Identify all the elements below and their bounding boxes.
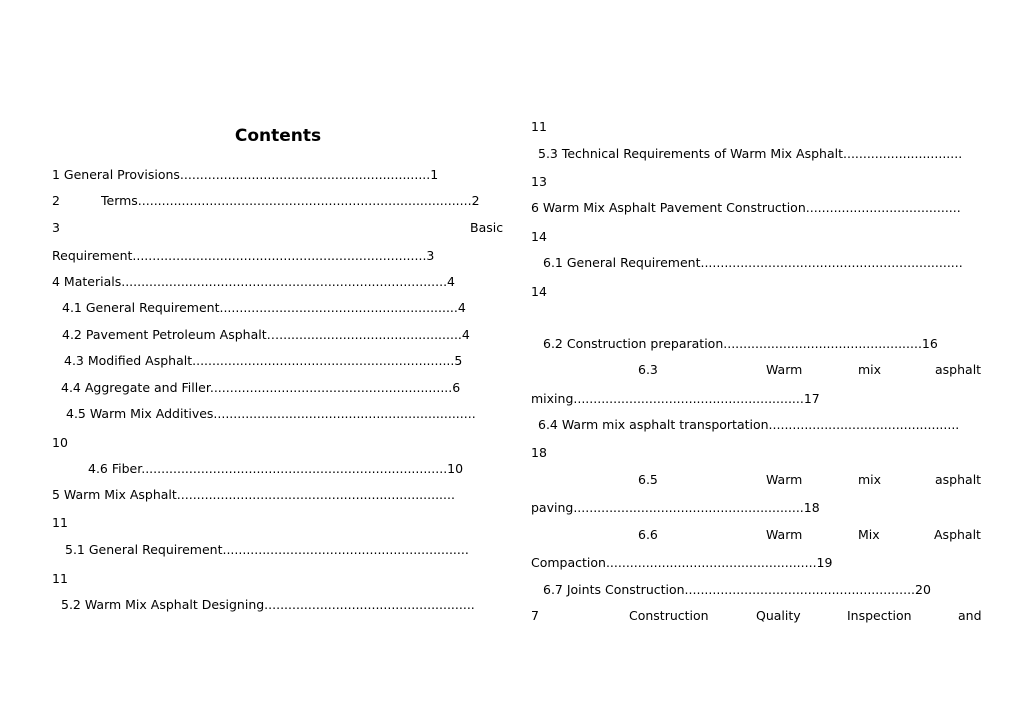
toc-entry-6-1-page: 14 [531,284,547,299]
toc-entry-7-number: 7 [531,608,539,623]
toc-entry-5-1-page: 11 [52,571,68,586]
toc-entry-6-3: mixing..........................................................17 [531,391,820,406]
toc-entry-4-5: 4.5 Warm Mix Additives.................................................................. [66,406,476,421]
toc-entry-3-word: Basic [470,220,504,235]
toc-entry-4-5-page: 10 [52,435,68,450]
toc-entry-6-4: 6.4 Warm mix asphalt transportation................................................ [538,417,960,432]
toc-entry-7-word-2: Quality [756,608,801,623]
toc-entry-5-2-page: 11 [531,119,547,134]
toc-entry-1: 1 General Provisions...............................................................1 [52,167,439,182]
toc-entry-6-page: 14 [531,229,547,244]
toc-entry-4-3: 4.3 Modified Asphalt..................................................................5 [64,353,463,368]
toc-entry-6-5: paving..........................................................18 [531,500,820,515]
toc-entry-6-6: Compaction.....................................................19 [531,555,833,570]
toc-entry-5: 5 Warm Mix Asphalt...................................................................... [52,487,455,502]
toc-entry-5-page: 11 [52,515,68,530]
toc-entry-7-word-4: and [958,608,982,623]
toc-entry-6-3-word-1: Warm [766,362,803,377]
toc-entry-6-4-page: 18 [531,445,547,460]
toc-entry-6-6-word-2: Mix [858,527,880,542]
toc-entry-6-7: 6.7 Joints Construction..........................................................20 [543,582,931,597]
toc-entry-6-5-word-2: mix [858,472,882,487]
toc-entry-6-6-word-1: Warm [766,527,803,542]
toc-entry-6-3-word-2: mix [858,362,882,377]
toc-entry-6-5-word-3: asphalt [935,472,982,487]
toc-entry-6-6-number: 6.6 [638,527,658,542]
toc-entry-7-word-1: Construction [629,608,709,623]
toc-entry-3: Requirement..........................................................................3 [52,248,435,263]
toc-entry-4-6: 4.6 Fiber.............................................................................10 [88,461,464,476]
toc-entry-6: 6 Warm Mix Asphalt Pavement Construction....................................... [531,200,961,215]
toc-entry-6-3-number: 6.3 [638,362,658,377]
toc-entry-4: 4 Materials..................................................................................4 [52,274,455,289]
page-title: Contents [234,126,322,146]
toc-entry-5-1: 5.1 General Requirement.............................................................. [65,542,469,557]
toc-entry-4-1: 4.1 General Requirement............................................................4 [62,300,466,315]
toc-entry-6-5-number: 6.5 [638,472,658,487]
toc-entry-6-6-word-3: Asphalt [934,527,981,542]
toc-entry-7-word-3: Inspection [847,608,912,623]
toc-entry-5-3: 5.3 Technical Requirements of Warm Mix Asphalt.............................. [538,146,963,161]
toc-entry-2: Terms....................................................................................2 [101,193,480,208]
toc-entry-5-2: 5.2 Warm Mix Asphalt Designing..................................................... [61,597,475,612]
toc-entry-4-2: 4.2 Pavement Petroleum Asphalt…..............................................4 [62,327,470,342]
toc-entry-6-2: 6.2 Construction preparation..................................................16 [543,336,938,351]
toc-entry-3-number: 3 [52,220,60,235]
toc-entry-6-1: 6.1 General Requirement.................................................................. [543,255,963,270]
toc-entry-4-4: 4.4 Aggregate and Filler.............................................................6 [61,380,461,395]
toc-entry-6-5-word-1: Warm [766,472,803,487]
toc-entry-5-3-page: 13 [531,174,547,189]
toc-entry-2-number: 2 [52,193,60,208]
toc-entry-6-3-word-3: asphalt [935,362,982,377]
